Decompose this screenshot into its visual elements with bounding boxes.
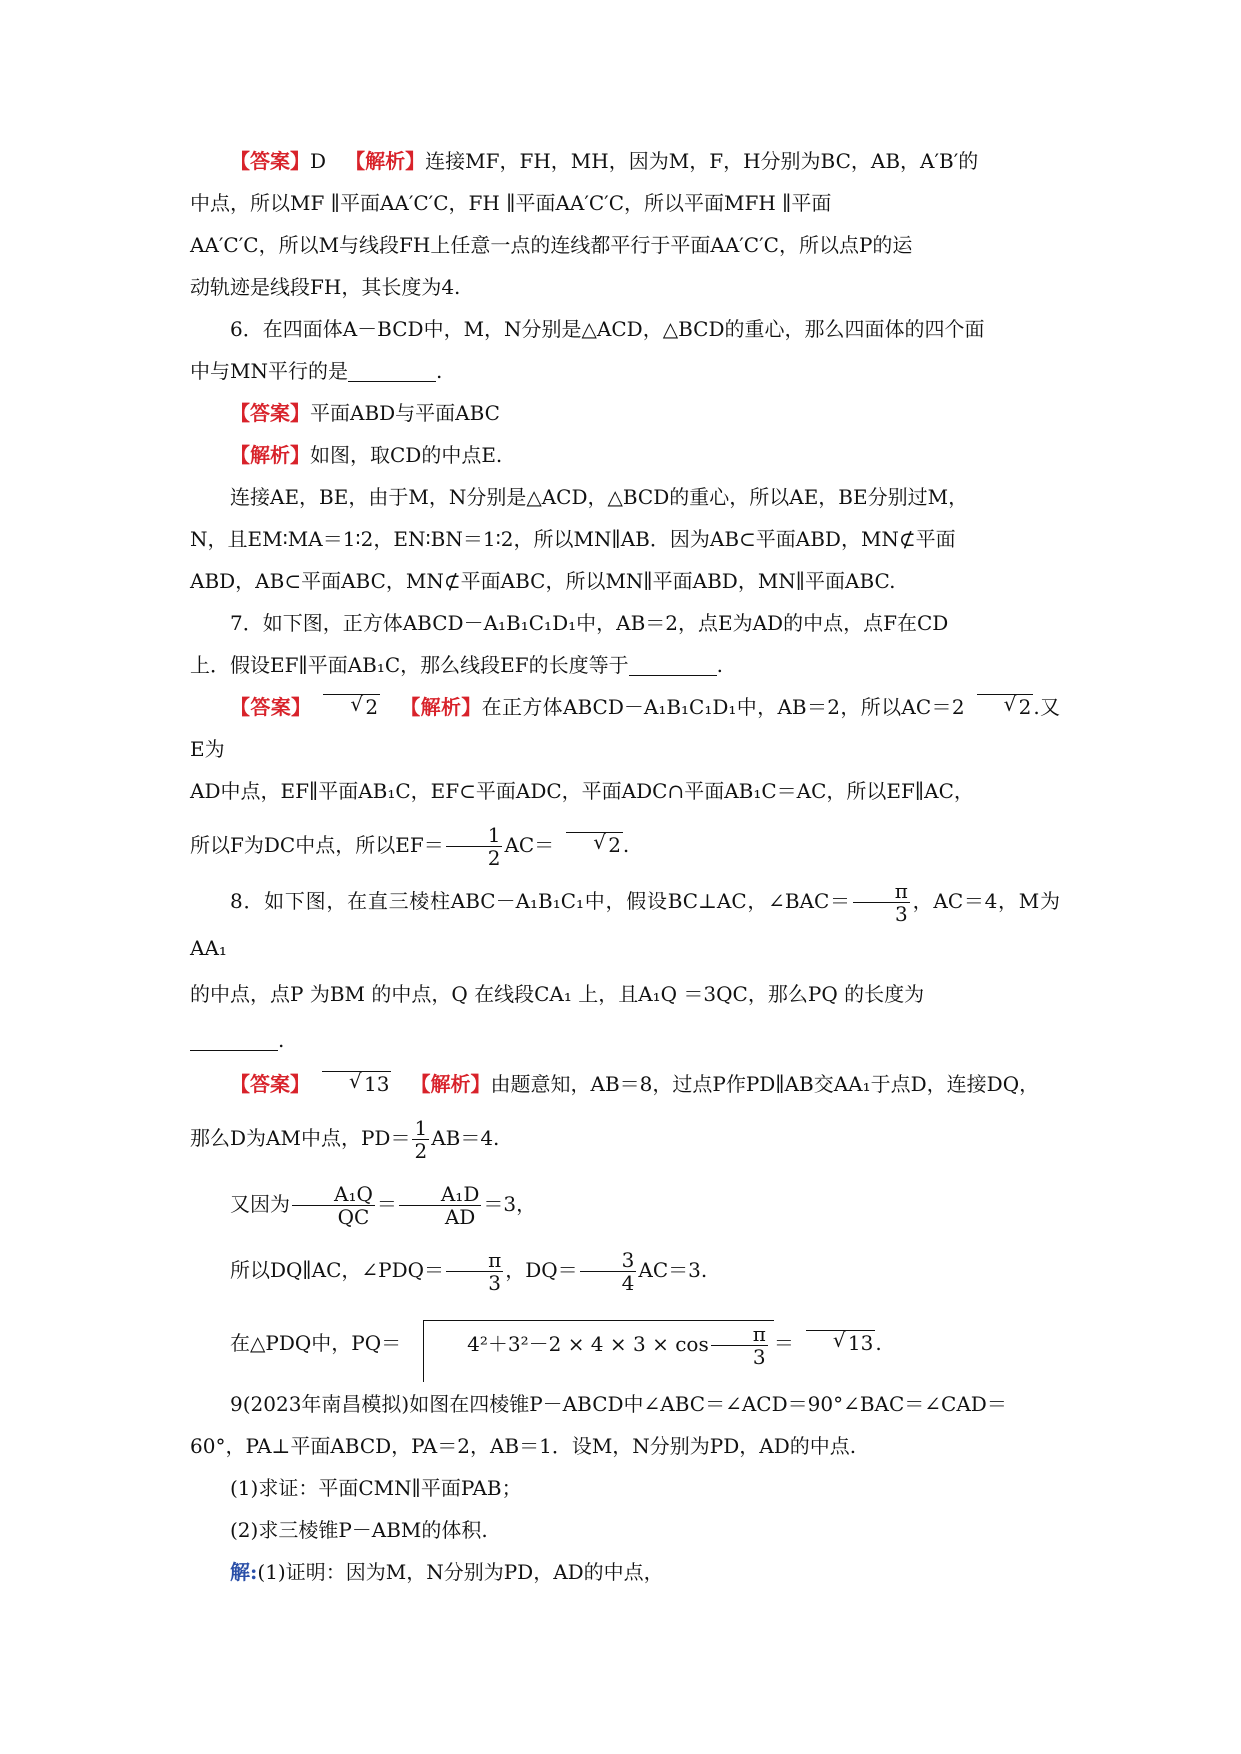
q6-answer-text: 平面ABD与平面ABC (310, 401, 500, 425)
q7-analysis (190, 686, 1060, 878)
q9-part1-text: (1)求证：平面CMN∥平面PAB； (230, 1476, 522, 1500)
q5-line2: 中点，所以MF ∥平面AA′C′C，FH ∥平面AA′C′C，所以平面MFH ∥平面 (190, 191, 832, 215)
q8-analysis-1: 由题意知，AB＝8，过点P作PD∥AB交AA₁于点D，连接DQ， (490, 1072, 1040, 1096)
fraction-denominator: AD (444, 1205, 476, 1229)
fraction-numerator: π (853, 880, 910, 903)
q6-analysis-3: N，且EM∶MA＝1∶2，EN∶BN＝1∶2，所以MN∥AB．因为AB⊂平面ABD，MN⊄平面 (190, 527, 956, 551)
q9-part2-text: (2)求三棱锥P－ABM的体积. (230, 1518, 488, 1542)
fraction-denominator: 3 (894, 902, 908, 926)
q8-period: . (875, 1331, 882, 1355)
fraction (446, 1249, 503, 1294)
q8-analysis-4c: AC＝3. (638, 1258, 708, 1282)
q6-line2: 中与MN平行的是 (190, 359, 348, 383)
q7-line1: 7．如下图，正方体ABCD－A₁B₁C₁D₁中，AB＝2，点E为AD的中点，点F在CD (230, 611, 949, 635)
q7-line2: 上．假设EF∥平面AB₁C，那么线段EF的长度等于 (190, 653, 629, 677)
analysis-label: 【解析】 (400, 695, 482, 719)
q8-analysis-5a: 在△PDQ中，PQ＝ (230, 1331, 402, 1355)
analysis-label: 【解析】 (345, 149, 426, 173)
q9-line2: 60°，PA⊥平面ABCD，PA＝2，AB＝1．设M，N分别为PD，AD的中点. (190, 1434, 857, 1458)
q8-analysis-3b: ＝3， (483, 1192, 537, 1216)
fraction-numerator: A₁D (399, 1183, 482, 1206)
fraction (412, 1117, 429, 1162)
q8-analysis-3 (190, 1171, 1060, 1237)
q5-analysis (190, 140, 1060, 308)
answer-label: 【答案】 (230, 401, 310, 425)
q8-analysis (190, 1063, 1060, 1105)
q7-period: . (622, 833, 630, 857)
q8-line2: 的中点，点P 为BM 的中点，Q 在线段CA₁ 上，且A₁Q ＝3QC，那么PQ 的长度为 (190, 982, 925, 1006)
q6-analysis-1: 如图，取CD的中点E. (310, 443, 503, 467)
q7-analysis-3a: 所以F为DC中点，所以EF＝ (190, 833, 444, 857)
q9-part1 (190, 1467, 1060, 1509)
q6-analysis (190, 434, 1060, 476)
q7-analysis-2: AD中点，EF∥平面AB₁C，EF⊂平面ADC，平面ADC∩平面AB₁C＝AC，所以EF∥AC， (190, 779, 974, 803)
fraction (853, 880, 910, 925)
fraction-numerator: 1 (414, 1116, 428, 1140)
q6-analysis-4: ABD，AB⊂平面ABC，MN⊄平面ABC，所以MN∥平面ABD，MN∥平面ABC. (190, 569, 896, 593)
fraction-denominator: 2 (487, 846, 501, 870)
answer-blank (190, 1026, 278, 1051)
fraction-denominator: 4 (621, 1271, 635, 1295)
q8-question (190, 878, 1060, 1063)
analysis-label: 【解析】 (230, 443, 310, 467)
q9-solution (190, 1551, 1060, 1593)
q8-answer-sqrt: √ 13 (322, 1071, 391, 1096)
fraction (399, 1183, 482, 1228)
fraction-numerator: π (446, 1249, 503, 1272)
fraction-numerator: A₁Q (292, 1183, 375, 1206)
q9-line1: 9(2023年南昌模拟)如图在四棱锥P－ABCD中∠ABC＝∠ACD＝90°∠BAC＝∠CAD＝ (230, 1392, 1007, 1416)
q8-analysis-2 (190, 1105, 1060, 1171)
q8-analysis-2a: 那么D为AM中点，PD＝ (190, 1126, 411, 1150)
q8-analysis-4b: ，DQ＝ (505, 1258, 578, 1282)
fraction (580, 1249, 637, 1294)
q9-question (190, 1383, 1060, 1467)
answer-blank (629, 651, 717, 676)
fraction (446, 824, 503, 869)
q6-answer (190, 392, 1060, 434)
q8-analysis-4a: 所以DQ∥AC，∠PDQ＝ (230, 1258, 445, 1282)
q9-solution-text: (1)证明：因为M，N分别为PD，AD的中点， (257, 1560, 664, 1584)
q7-analysis-1: 在正方体ABCD－A₁B₁C₁D₁中，AB＝2，所以AC＝2 (481, 695, 965, 719)
q8-analysis-4 (190, 1237, 1060, 1303)
q8-result-sqrt: √ 13 (806, 1330, 875, 1355)
equals-sign: ＝ (376, 1192, 397, 1216)
q7-analysis-1-tail: .又E为 (190, 695, 1061, 761)
solution-label: 解: (230, 1560, 258, 1584)
q7-answer-sqrt: √ 2 (323, 694, 380, 719)
document-page (190, 140, 1060, 1593)
answer-label: 【答案】 (230, 1072, 310, 1096)
fraction (711, 1323, 768, 1368)
fraction-denominator: 2 (414, 1139, 428, 1163)
q5-answer: D (310, 149, 327, 173)
q6-question (190, 308, 1060, 392)
q6-period: . (435, 359, 443, 383)
q7-analysis-3-sqrt: √ 2 (566, 832, 623, 857)
q8-period: . (278, 1028, 285, 1052)
fraction-numerator: π (711, 1323, 768, 1346)
fraction-numerator: 3 (580, 1249, 637, 1272)
q7-question (190, 602, 1060, 686)
q8-analysis-2b: AB＝4. (431, 1126, 500, 1150)
q7-analysis-3b: AC＝ (504, 833, 555, 857)
q7-analysis-sqrt: √ 2 (977, 694, 1034, 719)
q5-line1: 连接MF，FH，MH，因为M，F，H分别为BC，AB，A′B′的 (425, 149, 979, 173)
q5-line4: 动轨迹是线段FH，其长度为4. (190, 275, 461, 299)
answer-label: 【答案】 (230, 149, 310, 173)
fraction-denominator: QC (337, 1205, 370, 1229)
answer-label: 【答案】 (230, 695, 312, 719)
fraction-denominator: 3 (488, 1271, 501, 1295)
q8-line1a: 8．如下图，在直三棱柱ABC－A₁B₁C₁中，假设BC⊥AC，∠BAC＝ (230, 889, 851, 913)
fraction-numerator: 1 (446, 824, 503, 847)
q7-period: . (716, 653, 724, 677)
radical-expression (423, 1320, 774, 1370)
q6-analysis-body (190, 476, 1060, 602)
q6-line1: 6．在四面体A－BCD中，M，N分别是△ACD，△BCD的重心，那么四面体的四个面 (230, 317, 985, 341)
fraction-denominator: 3 (752, 1344, 766, 1369)
q9-part2 (190, 1509, 1060, 1551)
q8-analysis-3a: 又因为 (230, 1192, 290, 1216)
q8-analysis-5 (190, 1303, 1060, 1383)
analysis-label: 【解析】 (410, 1072, 491, 1096)
q5-line3: AA′C′C，所以M与线段FH上任意一点的连线都平行于平面AA′C′C，所以点P的运 (190, 233, 913, 257)
answer-blank (348, 357, 436, 382)
fraction (292, 1183, 375, 1228)
equals-sign: ＝ (773, 1331, 794, 1355)
radicand: 4²＋3²－2 × 4 × 3 × cos (467, 1331, 709, 1356)
q6-analysis-2: 连接AE，BE，由于M，N分别是△ACD，△BCD的重心，所以AE，BE分别过M， (230, 485, 969, 509)
q8-line1b: ，AC＝4，M为AA₁ (190, 889, 1060, 960)
